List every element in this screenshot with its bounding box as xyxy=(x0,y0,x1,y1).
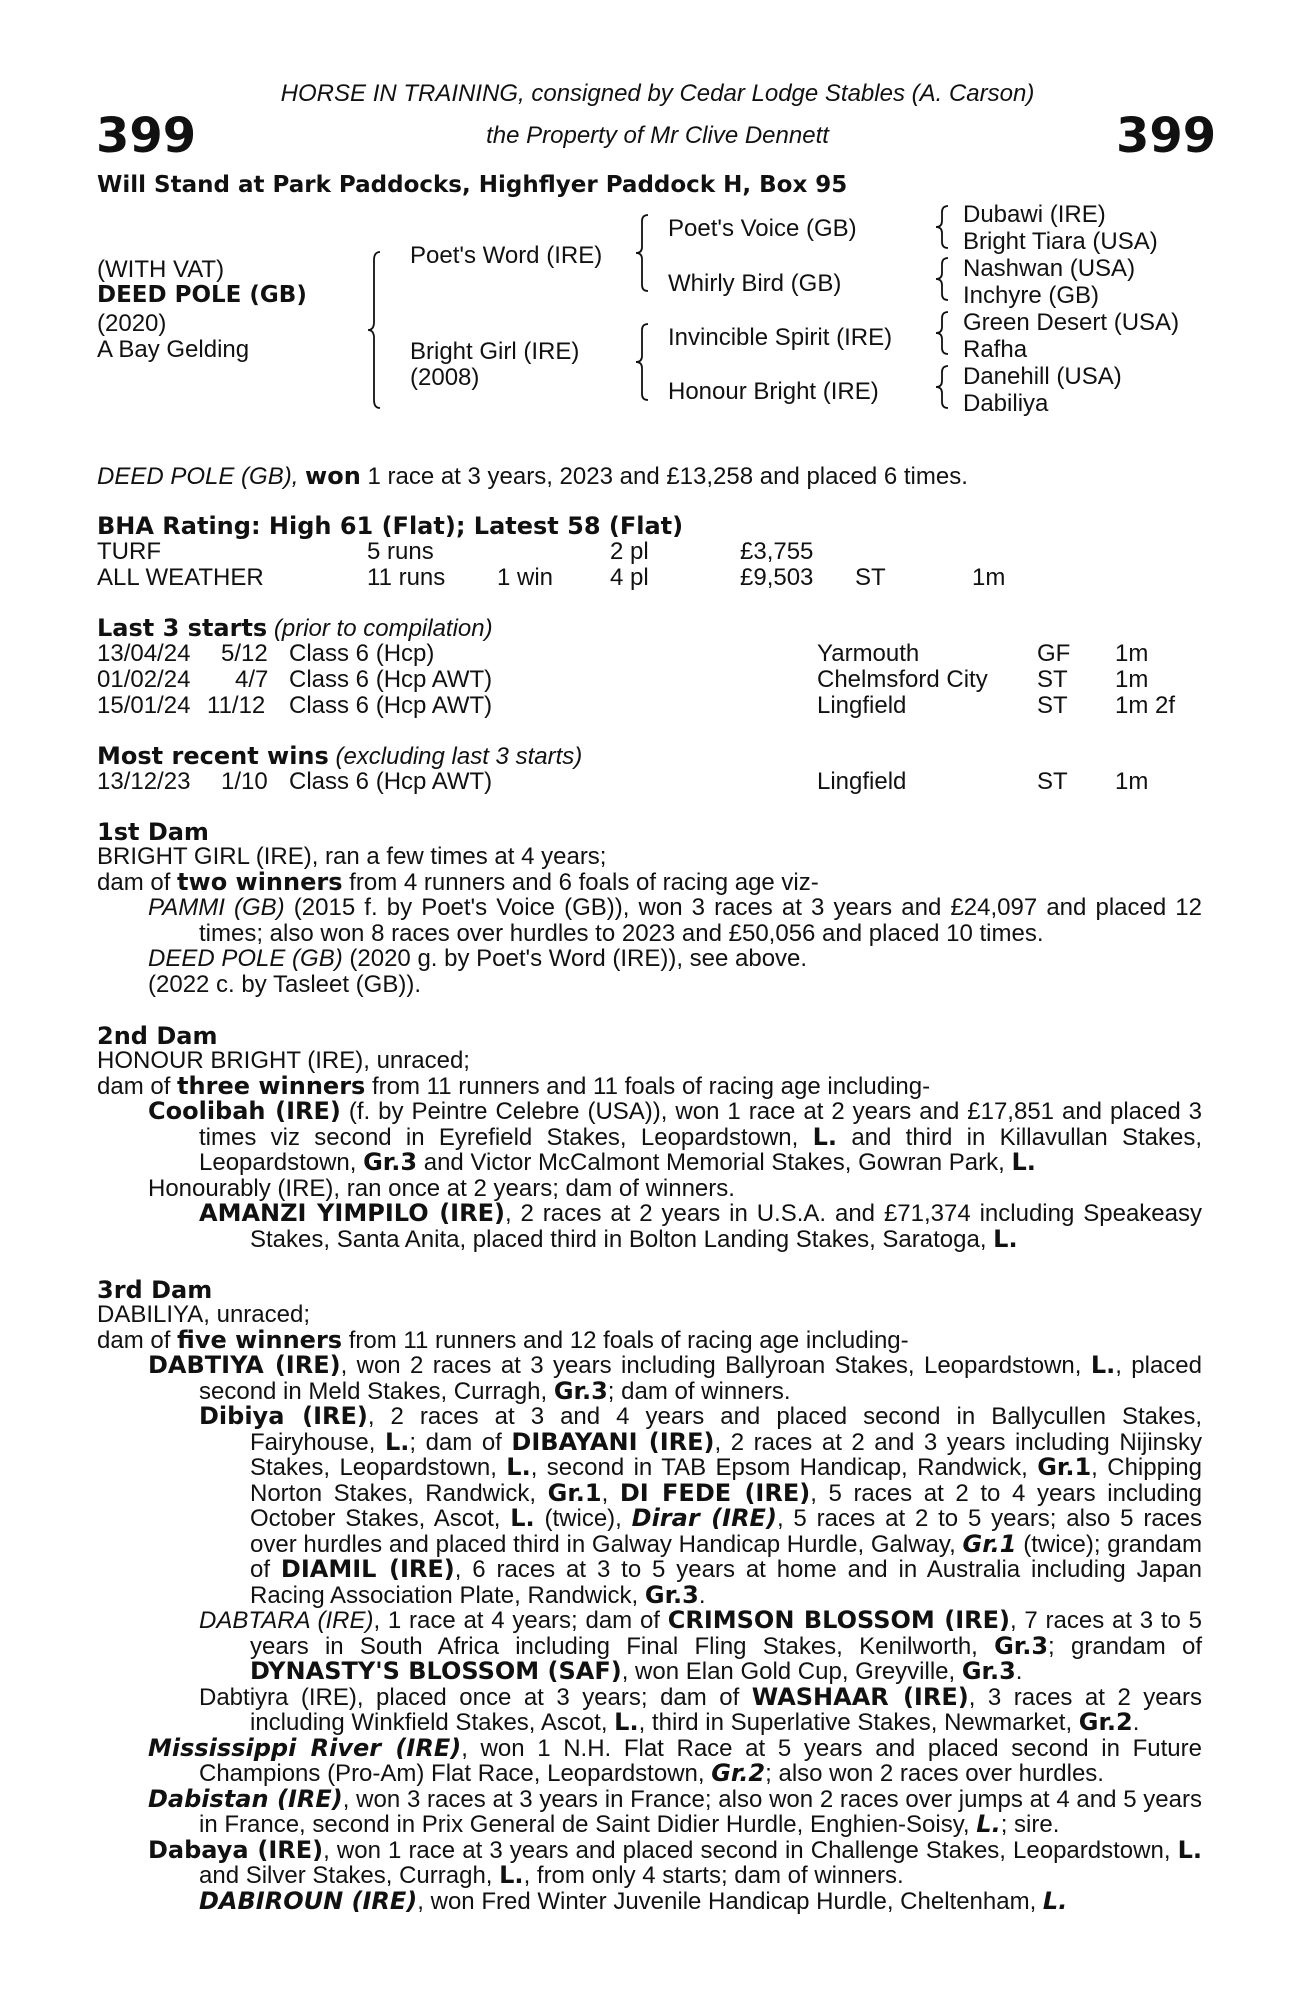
consignor-line: HORSE IN TRAINING, consigned by Cedar Lodge Stables (A. Carson) xyxy=(280,80,1035,107)
summary-name: DEED POLE (GB), xyxy=(97,463,299,490)
pedigree-bracket-1 xyxy=(936,204,950,250)
produce-2022-colt: (2022 c. by Tasleet (GB)). xyxy=(148,970,421,998)
text-run: dam of xyxy=(97,1326,178,1354)
lot-number-right: 399 xyxy=(1116,108,1217,164)
turf-surface: TURF xyxy=(97,538,161,565)
stand-location: Will Stand at Park Paddocks, Highflyer Paddock H, Box 95 xyxy=(97,172,848,198)
produce-name: PAMMI (GB) xyxy=(148,894,285,921)
text-run: and third in Killavullan Stakes, Leopardstown, xyxy=(199,1123,1202,1176)
start-course: Lingfield xyxy=(817,692,907,719)
race-grade: Gr.3 xyxy=(961,1657,1016,1685)
start-going: ST xyxy=(1037,666,1068,693)
start-going: ST xyxy=(1037,692,1068,719)
produce-pammi xyxy=(97,895,1202,946)
win-date: 13/12/23 xyxy=(97,768,191,795)
produce-dabtara xyxy=(97,1608,1202,1685)
turf-runs: 5 runs xyxy=(367,538,434,565)
start-race: Class 6 (Hcp AWT) xyxy=(289,692,493,719)
start-row xyxy=(97,666,1197,692)
text-run: , 3 races at 2 years including Winkfield Stakes, Ascot, xyxy=(250,1683,1202,1736)
turf-placed: 2 pl xyxy=(610,538,649,565)
first-dam-line2 xyxy=(97,867,1202,896)
produce-record: (2020 g. by Poet's Word (IRE)), see above. xyxy=(342,945,808,972)
ancestor-dds: Danehill (USA) xyxy=(963,363,1122,390)
third-dam-record xyxy=(97,1302,1202,1914)
summary-rest: 1 race at 3 years, 2023 and £13,258 and placed 6 times. xyxy=(360,463,968,490)
text-run: from 11 runners and 11 foals of racing age including- xyxy=(365,1072,931,1100)
start-distance: 1m xyxy=(1115,666,1149,693)
third-dam-heading: 3rd Dam xyxy=(97,1276,213,1304)
aw-wins: 1 win xyxy=(497,564,554,591)
aw-distance: 1m xyxy=(972,564,1006,591)
third-dam-line1: DABILIYA, unraced; xyxy=(97,1301,310,1328)
last3-note: (prior to compilation) xyxy=(273,615,493,642)
produce-dabiroun xyxy=(97,1886,1202,1915)
dam-name: Bright Girl (IRE) xyxy=(410,338,580,365)
ancestor-sdd: Inchyre (GB) xyxy=(963,282,1100,309)
sire-name: Poet's Word (IRE) xyxy=(410,242,603,269)
bha-rating: BHA Rating: High 61 (Flat); Latest 58 (Flat) xyxy=(97,512,684,540)
aw-prize: £9,503 xyxy=(740,564,814,591)
produce-name: DABTARA (IRE) xyxy=(199,1607,374,1634)
text-run: , 5 races at 2 to 4 years including October Stakes, Ascot, xyxy=(250,1479,1202,1532)
produce-name: Dabaya (IRE) xyxy=(148,1835,324,1864)
produce-coolibah xyxy=(97,1099,1202,1176)
produce-name: DABTIYA (IRE) xyxy=(148,1351,341,1379)
produce-name: Mississippi River (IRE) xyxy=(148,1733,462,1762)
race-grade: Gr.2 xyxy=(711,1759,766,1787)
race-grade: L. xyxy=(614,1708,639,1736)
recent-note: (excluding last 3 starts) xyxy=(335,743,583,770)
start-going: GF xyxy=(1037,640,1071,667)
race-grade: L. xyxy=(1042,1886,1068,1915)
text-run: , xyxy=(601,1479,620,1507)
produce-name: DI FEDE (IRE) xyxy=(619,1478,811,1507)
text-run: , 2 races at 2 years in U.S.A. and £71,374 including Speakeasy Stakes, Santa Anita, placed third in Bolton Landing Stakes, Saratoga, xyxy=(250,1200,1202,1253)
winners-count: five winners xyxy=(177,1325,343,1354)
text-run: , won 3 races at 3 years in France; also won 2 races over jumps at 4 and 5 years in France, second in Prix General de Saint Didier Hurdle, Enghien-Soisy, xyxy=(199,1785,1202,1838)
race-grade: Gr.1 xyxy=(962,1529,1017,1558)
text-run: , won Fred Winter Juvenile Handicap Hurdle, Cheltenham, xyxy=(417,1887,1043,1915)
race-grade: L. xyxy=(1177,1835,1202,1864)
race-grade: L. xyxy=(812,1122,838,1151)
vat-note: (WITH VAT) xyxy=(97,256,225,283)
produce-record: (2015 f. by Poet's Voice (GB)), won 3 races at 3 years and £24,097 and placed 12 times; also won 8 races over hurdles to 2023 and £50,056 and placed 10 times. xyxy=(199,894,1203,947)
text-run: dam of xyxy=(97,1072,178,1100)
text-run: . xyxy=(1132,1709,1140,1736)
second-dam-heading: 2nd Dam xyxy=(97,1022,218,1050)
start-date: 01/02/24 xyxy=(97,666,191,693)
summary-won: won xyxy=(305,462,361,490)
start-course: Yarmouth xyxy=(817,640,920,667)
text-run: Dabtiyra (IRE), placed once at 3 years; dam of xyxy=(199,1683,752,1711)
pedigree-bracket-dam xyxy=(636,322,650,402)
win-race: Class 6 (Hcp AWT) xyxy=(289,768,493,795)
aw-runs: 11 runs xyxy=(367,564,446,591)
race-grade: L. xyxy=(976,1810,1001,1838)
race-grade: Gr.3 xyxy=(553,1376,608,1405)
produce-dabistan xyxy=(97,1784,1202,1838)
second-dam-line1: HONOUR BRIGHT (IRE), unraced; xyxy=(97,1047,470,1074)
text-run: (twice); grandam of xyxy=(250,1530,1202,1583)
recent-wins-heading xyxy=(97,742,582,771)
text-run: and Victor McCalmont Memorial Stakes, Gowran Park, xyxy=(417,1149,1012,1176)
produce-name: DIAMIL (IRE) xyxy=(280,1555,455,1583)
text-run: , from only 4 starts; dam of winners. xyxy=(523,1862,904,1889)
win-going: ST xyxy=(1037,768,1068,795)
text-run: ; grandam of xyxy=(1048,1632,1202,1660)
start-position: 5/12 xyxy=(221,640,268,667)
race-grade: L. xyxy=(499,1861,524,1889)
produce-name: Coolibah (IRE) xyxy=(148,1097,341,1125)
second-dam-record xyxy=(97,1048,1202,1252)
start-position: 4/7 xyxy=(235,666,269,693)
pedigree-bracket-4 xyxy=(936,364,950,410)
horse-description: A Bay Gelding xyxy=(97,336,250,363)
race-grade: L. xyxy=(384,1427,410,1456)
race-grade: Gr.3 xyxy=(994,1631,1049,1660)
ancestor-dsd: Rafha xyxy=(963,336,1028,363)
pedigree-bracket-sire xyxy=(636,213,650,293)
aw-surface: ALL WEATHER xyxy=(97,564,264,591)
race-grade: L. xyxy=(1090,1351,1116,1379)
start-date: 13/04/24 xyxy=(97,640,191,667)
text-run: , won 2 races at 3 years including Ballyroan Stakes, Leopardstown, xyxy=(340,1352,1091,1379)
third-dam-line2 xyxy=(97,1325,1202,1354)
text-run: ; dam of winners. xyxy=(607,1377,791,1405)
start-row xyxy=(97,692,1197,718)
produce-dabtiya xyxy=(97,1353,1202,1404)
start-race: Class 6 (Hcp AWT) xyxy=(289,666,493,693)
produce-name: Dirar (IRE) xyxy=(631,1504,777,1532)
text-run: , second in TAB Epsom Handicap, Randwick, xyxy=(530,1454,1038,1481)
last3-heading xyxy=(97,614,493,643)
dam-dam: Honour Bright (IRE) xyxy=(668,378,879,405)
first-dam-line1: BRIGHT GIRL (IRE), ran a few times at 4 years; xyxy=(97,843,607,870)
text-run: . xyxy=(698,1581,706,1609)
winners-count: two winners xyxy=(177,867,343,896)
winners-count: three winners xyxy=(177,1071,366,1100)
text-run: , won 1 race at 3 years and placed second in Challenge Stakes, Leopardstown, xyxy=(323,1836,1178,1864)
horse-name: DEED POLE (GB) xyxy=(97,282,307,308)
last3-title: Last 3 starts xyxy=(97,614,268,642)
aw-placed: 4 pl xyxy=(610,564,649,591)
win-position: 1/10 xyxy=(221,768,268,795)
start-distance: 1m xyxy=(1115,640,1149,667)
start-row xyxy=(97,640,1197,666)
first-dam-heading: 1st Dam xyxy=(97,818,209,846)
text-run: , third in Superlative Stakes, Newmarket, xyxy=(638,1709,1079,1736)
text-run: , 5 races at 2 to 5 years; also 5 races over hurdles and placed third in Galway Handicap Hurdle, Galway, xyxy=(250,1505,1203,1558)
text-run: ; dam of xyxy=(409,1428,512,1456)
produce-deed-pole xyxy=(97,946,1202,972)
race-grade: L. xyxy=(506,1453,531,1481)
text-run: (f. by Peintre Celebre (USA)), won 1 race at 2 years and £17,851 and placed 3 times viz second in Eyrefield Stakes, Leopardstown, xyxy=(199,1098,1203,1151)
text-run: , 2 races at 2 and 3 years including Nijinsky Stakes, Leopardstown, xyxy=(250,1428,1202,1481)
produce-name: Dabistan (IRE) xyxy=(148,1784,343,1813)
recent-title: Most recent wins xyxy=(97,742,329,770)
owner-line: the Property of Mr Clive Dennett xyxy=(486,122,829,149)
ancestor-sss: Dubawi (IRE) xyxy=(963,201,1106,228)
win-row xyxy=(97,768,1197,794)
text-run: . xyxy=(1015,1658,1023,1685)
start-date: 15/01/24 xyxy=(97,692,191,719)
produce-dabaya xyxy=(97,1835,1202,1889)
text-run: , 1 race at 4 years; dam of xyxy=(373,1607,668,1634)
text-run: from 4 runners and 6 foals of racing age viz- xyxy=(342,868,819,896)
produce-name: WASHAAR (IRE) xyxy=(751,1682,969,1711)
produce-dibiya xyxy=(97,1404,1202,1608)
ancestor-dss: Green Desert (USA) xyxy=(963,309,1180,336)
text-run: , 7 races at 3 to 5 years in South Africa including Final Fling Stakes, Kenilworth, xyxy=(250,1607,1203,1660)
produce-name: CRIMSON BLOSSOM (IRE) xyxy=(667,1606,1010,1634)
text-run: , 6 races at 3 to 5 years at home and in Australia including Japan Racing Association Plate, Randwick, xyxy=(250,1556,1202,1609)
ancestor-ddd: Dabiliya xyxy=(963,390,1049,417)
ancestor-sds: Nashwan (USA) xyxy=(963,255,1136,282)
text-run: and Silver Stakes, Curragh, xyxy=(199,1862,500,1889)
first-dam-record xyxy=(97,844,1202,997)
pedigree-bracket-3 xyxy=(936,310,950,356)
produce-honourably: Honourably (IRE), ran once at 2 years; dam of winners. xyxy=(148,1174,735,1202)
win-distance: 1m xyxy=(1115,768,1149,795)
race-grade: Gr.1 xyxy=(1037,1453,1092,1481)
produce-name: DYNASTY'S BLOSSOM (SAF) xyxy=(250,1657,622,1685)
produce-name: DEED POLE (GB) xyxy=(148,945,343,972)
turf-prize: £3,755 xyxy=(740,538,814,565)
text-run: dam of xyxy=(97,868,178,896)
race-grade: L. xyxy=(993,1224,1018,1253)
pedigree-bracket-main xyxy=(368,250,382,410)
ancestor-ssd: Bright Tiara (USA) xyxy=(963,228,1158,255)
produce-dabtiyra xyxy=(97,1682,1202,1736)
text-run: ; also won 2 races over hurdles. xyxy=(765,1760,1104,1787)
race-grade: Gr.3 xyxy=(363,1148,418,1176)
start-position: 11/12 xyxy=(207,692,266,719)
aw-going: ST xyxy=(855,564,886,591)
race-grade: Gr.2 xyxy=(1078,1708,1133,1736)
produce-amanzi-yimpilo xyxy=(97,1201,1202,1252)
text-run: ; sire. xyxy=(1000,1811,1060,1838)
race-grade: Gr.3 xyxy=(644,1580,699,1609)
text-run: , 2 races at 3 and 4 years and placed second in Ballycullen Stakes, Fairyhouse, xyxy=(250,1403,1202,1456)
produce-mississippi-river xyxy=(97,1733,1202,1787)
produce-name: Dibiya (IRE) xyxy=(199,1402,368,1430)
start-distance: 1m 2f xyxy=(1115,692,1176,719)
race-grade: L. xyxy=(1011,1148,1036,1176)
lot-number-left: 399 xyxy=(96,108,197,164)
second-dam-line2 xyxy=(97,1071,1202,1100)
produce-name: DIBAYANI (IRE) xyxy=(511,1427,715,1456)
produce-name: DABIROUN (IRE) xyxy=(199,1886,418,1915)
win-course: Lingfield xyxy=(817,768,907,795)
dam-sire: Invincible Spirit (IRE) xyxy=(668,324,893,351)
text-run: from 11 runners and 12 foals of racing age including- xyxy=(342,1326,909,1354)
text-run: , won Elan Gold Cup, Greyville, xyxy=(621,1658,962,1685)
pedigree-bracket-2 xyxy=(936,256,950,302)
start-course: Chelmsford City xyxy=(817,666,988,693)
foaling-year: (2020) xyxy=(97,310,167,337)
sire-sire: Poet's Voice (GB) xyxy=(668,215,857,242)
produce-name: AMANZI YIMPILO (IRE) xyxy=(199,1199,505,1227)
sire-dam: Whirly Bird (GB) xyxy=(668,270,842,297)
race-grade: Gr.1 xyxy=(547,1478,602,1507)
text-run: , placed second in Meld Stakes, Curragh, xyxy=(199,1352,1203,1405)
text-run: , won 1 N.H. Flat Race at 5 years and placed second in Future Champions (Pro-Am) Flat Race, Leopardstown, xyxy=(199,1734,1202,1787)
start-race: Class 6 (Hcp) xyxy=(289,640,435,667)
dam-year: (2008) xyxy=(410,364,480,391)
text-run: , Chipping Norton Stakes, Randwick, xyxy=(250,1454,1202,1507)
text-run: (twice), xyxy=(534,1505,632,1532)
race-grade: L. xyxy=(510,1504,535,1532)
race-summary xyxy=(97,462,968,491)
